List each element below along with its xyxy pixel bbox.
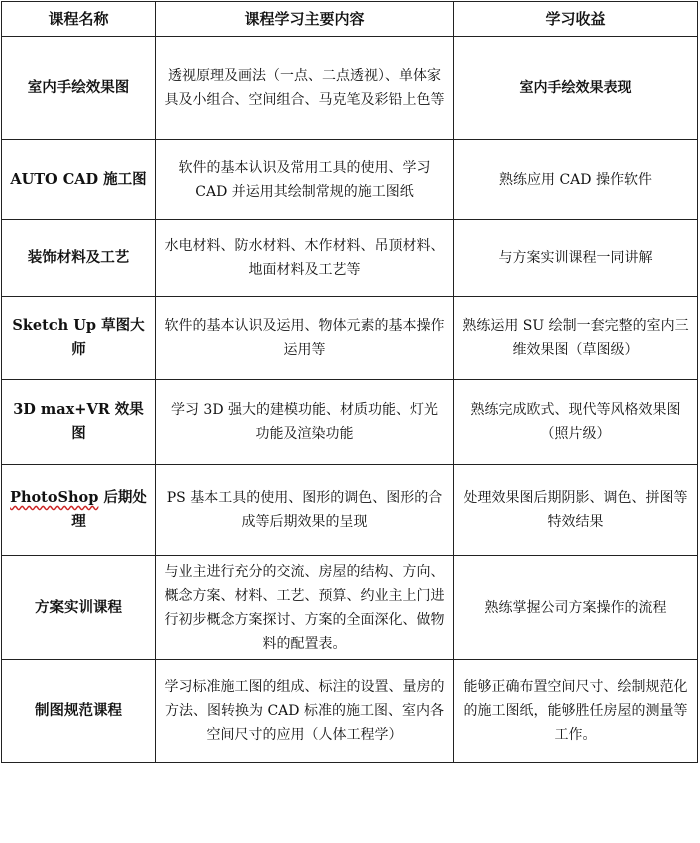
course-name-spellcheck-word: PhotoShop xyxy=(10,489,99,506)
course-benefit-cell: 能够正确布置空间尺寸、绘制规范化的施工图纸，能够胜任房屋的测量等工作。 xyxy=(454,660,698,763)
course-content-cell: 软件的基本认识及常用工具的使用、学习CAD 并运用其绘制常规的施工图纸 xyxy=(156,140,454,220)
course-content-cell: 学习 3D 强大的建模功能、材质功能、灯光功能及渲染功能 xyxy=(156,380,454,465)
course-name-cell: 装饰材料及工艺 xyxy=(2,220,156,297)
course-name-cell: Sketch Up 草图大师 xyxy=(2,297,156,380)
table-row xyxy=(2,297,698,380)
table-row xyxy=(2,660,698,763)
table-row xyxy=(2,556,698,660)
course-name-cell xyxy=(2,465,156,556)
course-name-cell: AUTO CAD 施工图 xyxy=(2,140,156,220)
header-main-content: 课程学习主要内容 xyxy=(156,2,454,37)
course-table xyxy=(1,1,698,763)
course-content-cell: 软件的基本认识及运用、物体元素的基本操作运用等 xyxy=(156,297,454,380)
table-row xyxy=(2,380,698,465)
course-benefit-cell: 室内手绘效果表现 xyxy=(454,37,698,140)
course-content-cell: 水电材料、防水材料、木作材料、吊顶材料、地面材料及工艺等 xyxy=(156,220,454,297)
course-benefit-cell: 处理效果图后期阴影、调色、拼图等特效结果 xyxy=(454,465,698,556)
course-benefit-cell: 熟练完成欧式、现代等风格效果图（照片级） xyxy=(454,380,698,465)
course-benefit-cell: 熟练应用 CAD 操作软件 xyxy=(454,140,698,220)
header-course-name: 课程名称 xyxy=(2,2,156,37)
course-name-cell: 室内手绘效果图 xyxy=(2,37,156,140)
course-benefit-cell: 熟练运用 SU 绘制一套完整的室内三维效果图（草图级） xyxy=(454,297,698,380)
table-row xyxy=(2,465,698,556)
header-row xyxy=(2,2,698,37)
course-benefit-cell: 熟练掌握公司方案操作的流程 xyxy=(454,556,698,660)
course-content-cell: 透视原理及画法（一点、二点透视）、单体家具及小组合、空间组合、马克笔及彩铅上色等 xyxy=(156,37,454,140)
course-content-cell: 与业主进行充分的交流、房屋的结构、方向、概念方案、材料、工艺、预算、约业主上门进行初步概念方案探讨、方案的全面深化、做物料的配置表。 xyxy=(156,556,454,660)
table-row xyxy=(2,140,698,220)
course-name-cell: 3D max+VR 效果图 xyxy=(2,380,156,465)
course-name-suffix: 后期处理 xyxy=(71,489,147,530)
course-benefit-cell: 与方案实训课程一同讲解 xyxy=(454,220,698,297)
course-content-cell: PS 基本工具的使用、图形的调色、图形的合成等后期效果的呈现 xyxy=(156,465,454,556)
course-name-cell: 制图规范课程 xyxy=(2,660,156,763)
header-benefit: 学习收益 xyxy=(454,2,698,37)
course-content-cell: 学习标准施工图的组成、标注的设置、量房的方法、图转换为 CAD 标准的施工图、室内各空间尺寸的应用（人体工程学） xyxy=(156,660,454,763)
course-name-cell: 方案实训课程 xyxy=(2,556,156,660)
table-row xyxy=(2,37,698,140)
table-row xyxy=(2,220,698,297)
